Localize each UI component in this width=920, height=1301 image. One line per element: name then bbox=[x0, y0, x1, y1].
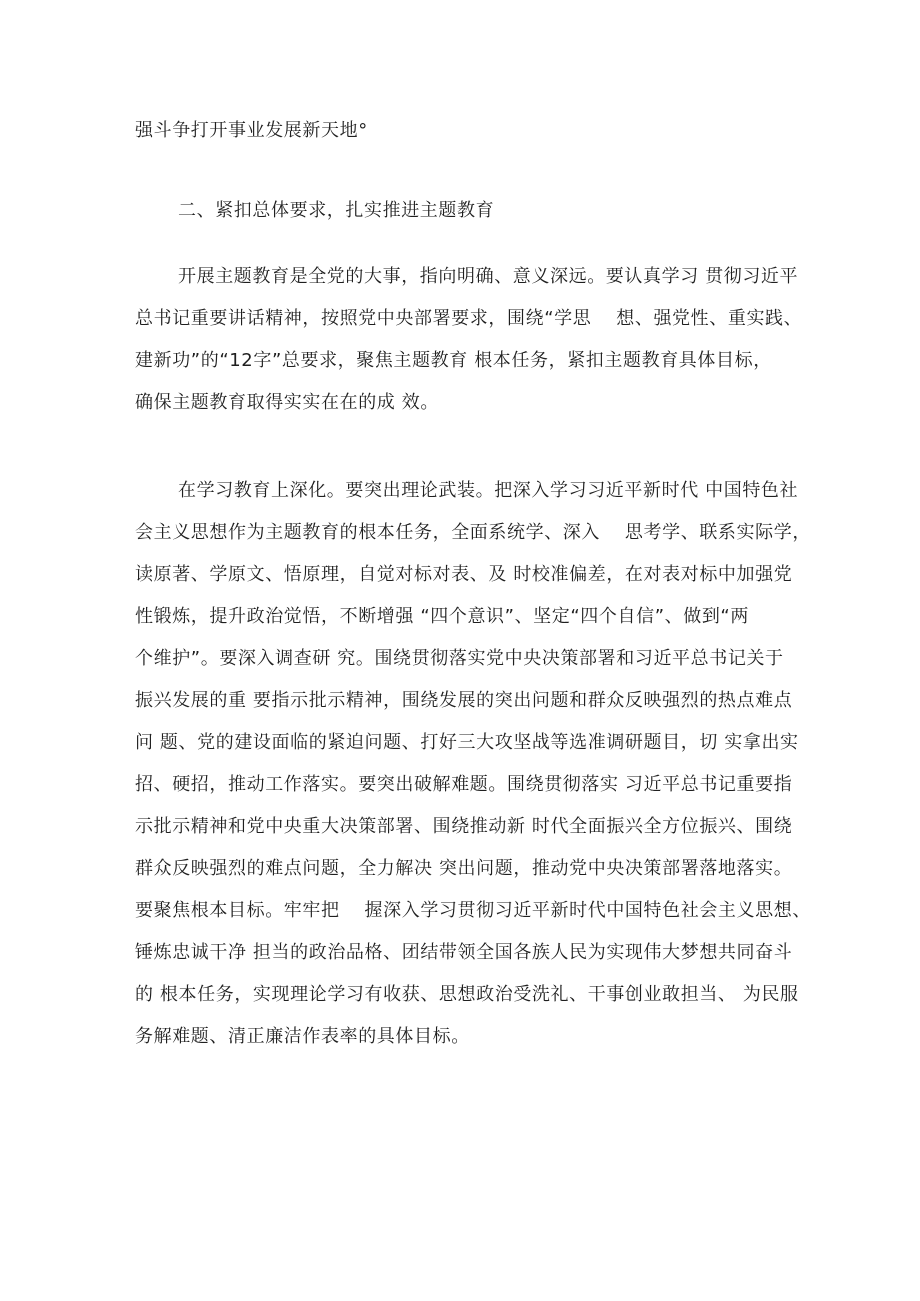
text-line-12: 振兴发展的重 要指示批示精神，围绕发展的突出问题和群众反映强烈的热点难点 bbox=[135, 690, 793, 711]
text-line-19: 的 根本任务，实现理论学习有收获、思想政治受洗礼、干事创业敢担当、 为民服 bbox=[135, 984, 799, 1005]
text-line-18: 锤炼忠诚干净 担当的政治品格、团结带领全国各族人民为实现伟大梦想共同奋斗 bbox=[135, 942, 793, 963]
text-line-8: 会主义思想作为主题教育的根本任务，全面系统学、深入 思考学、联系实际学， bbox=[135, 522, 811, 543]
text-line-17: 要聚焦根本目标。牢牢把 握深入学习贯彻习近平新时代中国特色社会主义思想、 bbox=[135, 900, 811, 921]
text-line-15: 示批示精神和党中央重大决策部署、围绕推动新 时代全面振兴全方位振兴、围绕 bbox=[135, 816, 793, 837]
text-line-1: 强斗争打开事业发展新天地° bbox=[135, 120, 368, 141]
text-line-4: 总书记重要讲话精神，按照党中央部署要求，围绕“学思 想、强党性、重实践、 bbox=[135, 308, 803, 329]
text-line-16: 群众反映强烈的难点问题，全力解决 突出问题，推动党中央决策部署落地落实。 bbox=[135, 858, 793, 879]
text-line-9: 读原著、学原文、悟原理，自觉对标对表、及 时校准偏差，在对表对标中加强党 bbox=[135, 564, 793, 585]
text-line-11: 个维护”。要深入调查研 究。围绕贯彻落实党中央决策部署和习近平总书记关于 bbox=[135, 648, 784, 669]
text-line-5: 建新功”的“12字”总要求，聚焦主题教育 根本任务，紧扣主题教育具体目标， bbox=[135, 350, 772, 371]
text-line-13: 问 题、党的建设面临的紧迫问题、打好三大攻坚战等选准调研题目，切 实拿出实 bbox=[135, 732, 799, 753]
section-heading: 二、紧扣总体要求，扎实推进主题教育 bbox=[178, 200, 495, 221]
text-line-10: 性锻炼，提升政治觉悟，不断增强 “四个意识”、坚定“四个自信”、做到“两 bbox=[135, 606, 749, 627]
text-line-3: 开展主题教育是全党的大事，指向明确、意义深远。要认真学习 贯彻习近平 bbox=[178, 266, 799, 287]
text-line-14: 招、硬招，推动工作落实。要突出破解难题。围绕贯彻落实 习近平总书记重要指 bbox=[135, 774, 793, 795]
text-line-7: 在学习教育上深化。要突出理论武装。把深入学习习近平新时代 中国特色社 bbox=[178, 480, 799, 501]
text-line-20: 务解难题、清正廉洁作表率的具体目标。 bbox=[135, 1026, 470, 1047]
text-line-6: 确保主题教育取得实实在在的成 效。 bbox=[135, 392, 439, 413]
